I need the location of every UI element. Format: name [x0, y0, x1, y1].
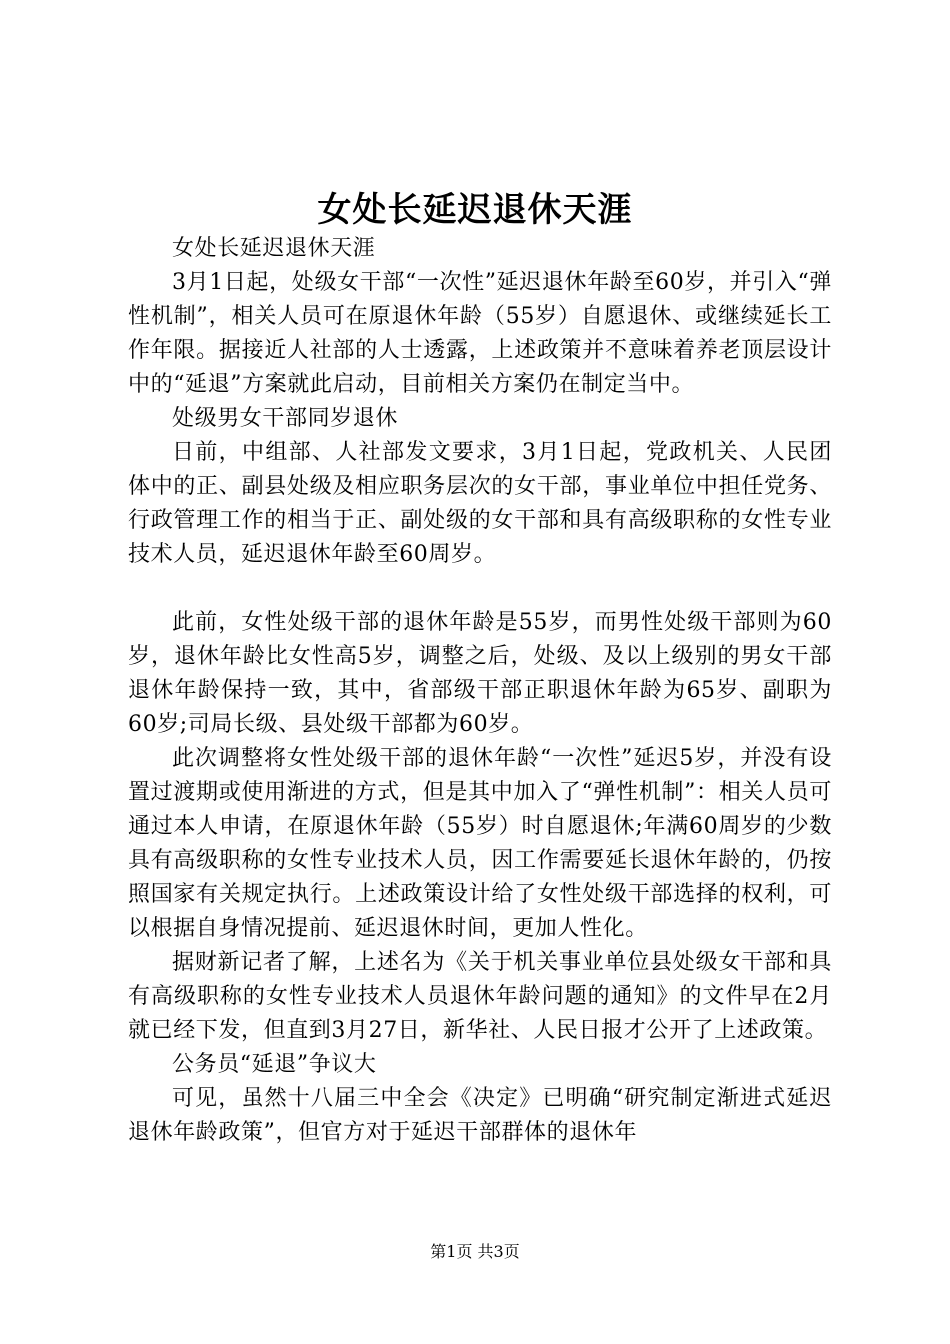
paragraph: 据财新记者了解，上述名为《关于机关事业单位县处级女干部和具有高级职称的女性专业技术人员退休年龄问题的通知》的文件早在2月就已经下发，但直到3月27日，新华社、人民日报才公开了上述政策。 [128, 950, 832, 1043]
paragraph: 可见，虽然十八届三中全会《决定》已明确“研究制定渐进式延迟退休年龄政策”，但官方对于延迟干部群体的退休年 [128, 1086, 832, 1145]
section-heading: 公务员“延退”争议大 [172, 1052, 377, 1077]
paragraph-subtitle: 女处长延迟退休天涯 [172, 236, 376, 261]
blank-line [128, 572, 832, 606]
paragraph: 3月1日起，处级女干部“一次性”延迟退休年龄至60岁，并引入“弹性机制”，相关人员可在原退休年龄（55岁）自愿退休、或继续延长工作年限。据接近人社部的人士透露，上述政策并不意味着养老顶层设计中的“延退”方案就此启动，目前相关方案仍在制定当中。 [128, 270, 832, 397]
paragraph: 日前，中组部、人社部发文要求，3月1日起，党政机关、人民团体中的正、副县处级及相应职务层次的女干部，事业单位中担任党务、行政管理工作的相当于正、副处级的女干部和具有高级职称的女性专业技术人员，延迟退休年龄至60周岁。 [128, 440, 832, 567]
document-body [128, 232, 832, 1150]
paragraph: 此次调整将女性处级干部的退休年龄“一次性”延迟5岁，并没有设置过渡期或使用渐进的方式，但是其中加入了“弹性机制”：相关人员可通过本人申请，在原退休年龄（55岁）时自愿退休;年满60周岁的少数具有高级职称的女性专业技术人员，因工作需要延长退休年龄的，仍按照国家有关规定执行。上述政策设计给了女性处级干部选择的权利，可以根据自身情况提前、延迟退休时间，更加人性化。 [128, 746, 832, 941]
document-title: 女处长延迟退休天涯 [317, 190, 633, 230]
paragraph: 此前，女性处级干部的退休年龄是55岁，而男性处级干部则为60岁，退休年龄比女性高5岁，调整之后，处级、及以上级别的男女干部退休年龄保持一致，其中，省部级干部正职退休年龄为65岁、副职为60岁;司局长级、县处级干部都为60岁。 [128, 610, 832, 737]
section-heading: 处级男女干部同岁退休 [172, 406, 399, 431]
page-number-footer: 第1页 共3页 [430, 1242, 520, 1261]
